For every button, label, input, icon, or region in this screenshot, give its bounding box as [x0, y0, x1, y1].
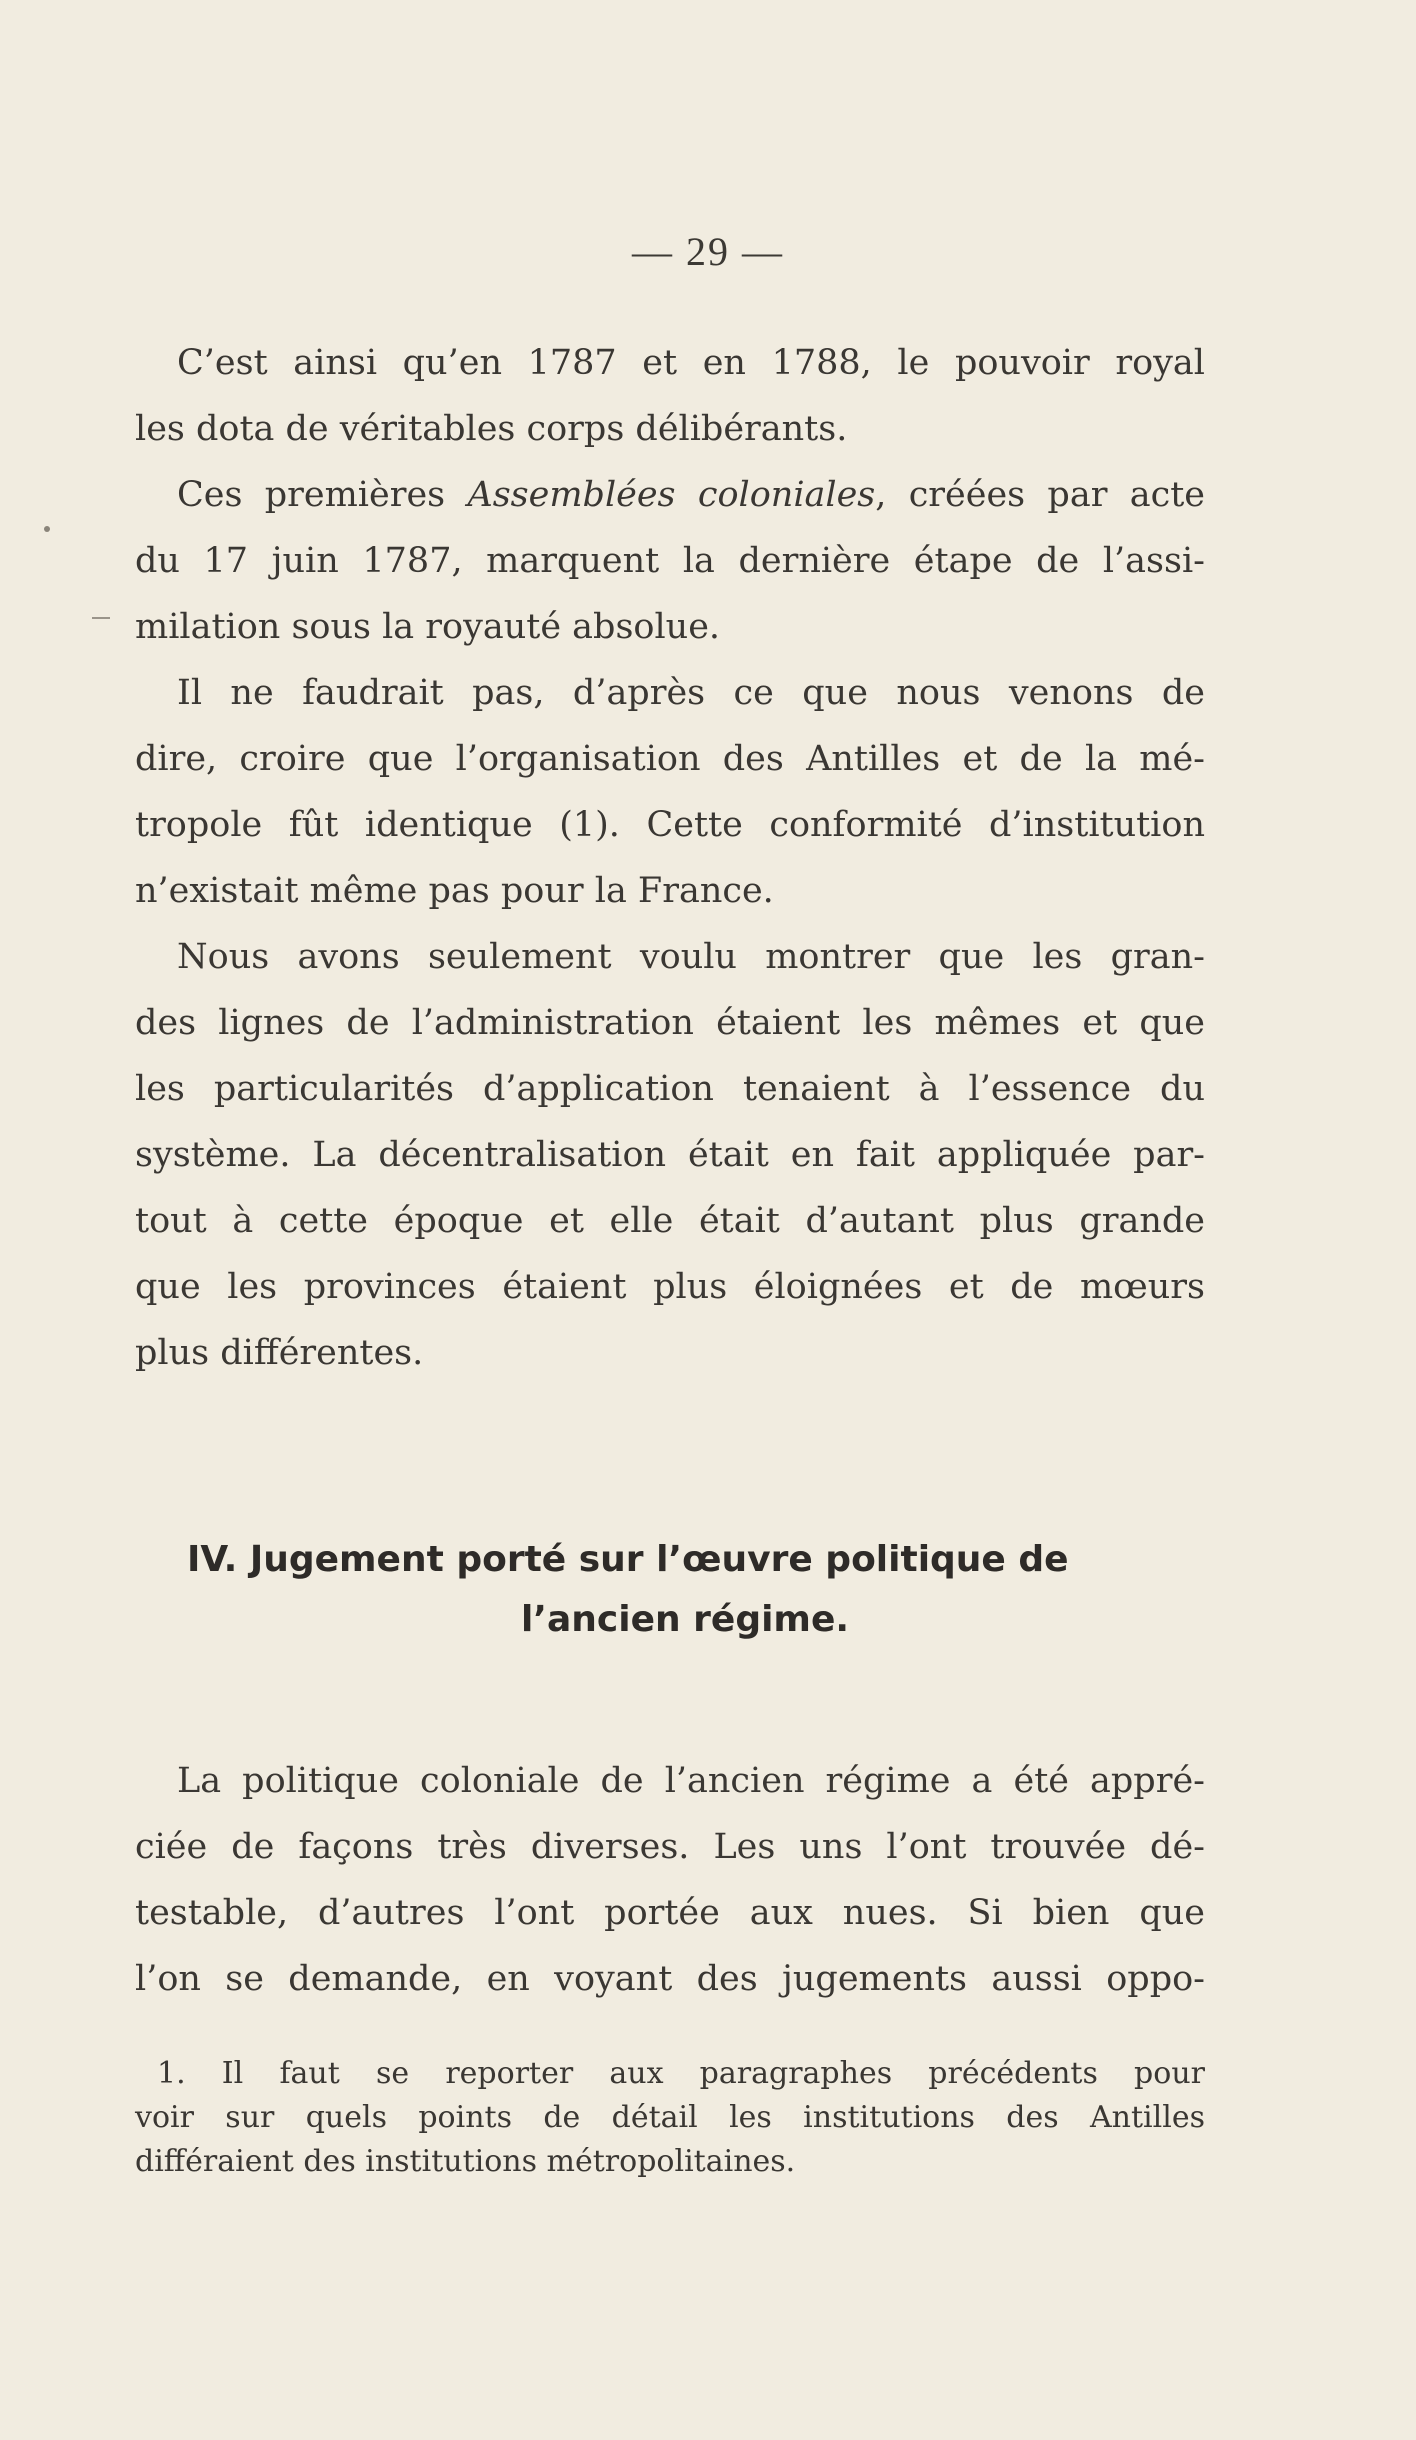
- text-line: les dota de véritables corps délibérants.: [135, 409, 848, 449]
- text-line: tropole fût identique (1). Cette conformité d’institution: [135, 805, 1205, 845]
- section-heading-line: l’ancien régime.: [520, 1599, 850, 1640]
- text-line: C’est ainsi qu’en 1787 et en 1788, le pouvoir royal: [177, 343, 1205, 383]
- text-line: tout à cette époque et elle était d’autant plus grande: [135, 1201, 1205, 1241]
- text-line: milation sous la royauté absolue.: [135, 607, 721, 647]
- text-line: dire, croire que l’organisation des Antilles et de la mé-: [135, 739, 1205, 779]
- footnote-line: différaient des institutions métropolitaines.: [135, 2144, 796, 2179]
- text-line: Ces premières Assemblées coloniales, créées par acte: [177, 475, 1205, 515]
- text-line: n’existait même pas pour la France.: [135, 871, 774, 911]
- text-line: La politique coloniale de l’ancien régime a été appré-: [177, 1761, 1205, 1801]
- text-line: ciée de façons très diverses. Les uns l’ont trouvée dé-: [135, 1827, 1205, 1867]
- text-line: système. La décentralisation était en fait appliquée par-: [135, 1135, 1205, 1175]
- text-line: plus différentes.: [135, 1333, 424, 1373]
- text-line: l’on se demande, en voyant des jugements aussi oppo-: [135, 1959, 1205, 1999]
- margin-speck: [44, 526, 50, 532]
- footnote-line: voir sur quels points de détail les institutions des Antilles: [135, 2100, 1205, 2135]
- text-line: Nous avons seulement voulu montrer que les gran-: [177, 937, 1205, 977]
- page-number: — 29 —: [632, 229, 784, 274]
- footnote-line: 1. Il faut se reporter aux paragraphes précédents pour: [157, 2056, 1205, 2091]
- text-line: les particularités d’application tenaient à l’essence du: [135, 1069, 1205, 1109]
- section-body: [135, 1748, 1205, 2012]
- section-heading-line: IV. Jugement porté sur l’œuvre politique de: [187, 1539, 1069, 1580]
- text-line: que les provinces étaient plus éloignées et de mœurs: [135, 1267, 1205, 1307]
- text-line: Il ne faudrait pas, d’après ce que nous venons de: [177, 673, 1205, 713]
- italic-title: Assemblées coloniales: [467, 475, 876, 515]
- margin-mark: [92, 617, 110, 619]
- footnote: [135, 2052, 1205, 2184]
- section-heading: [135, 1530, 1205, 1650]
- text-line: testable, d’autres l’ont portée aux nues. Si bien que: [135, 1893, 1205, 1933]
- text-line: des lignes de l’administration étaient les mêmes et que: [135, 1003, 1205, 1043]
- text-line: du 17 juin 1787, marquent la dernière étape de l’assi-: [135, 541, 1205, 581]
- body-text: [135, 330, 1205, 1386]
